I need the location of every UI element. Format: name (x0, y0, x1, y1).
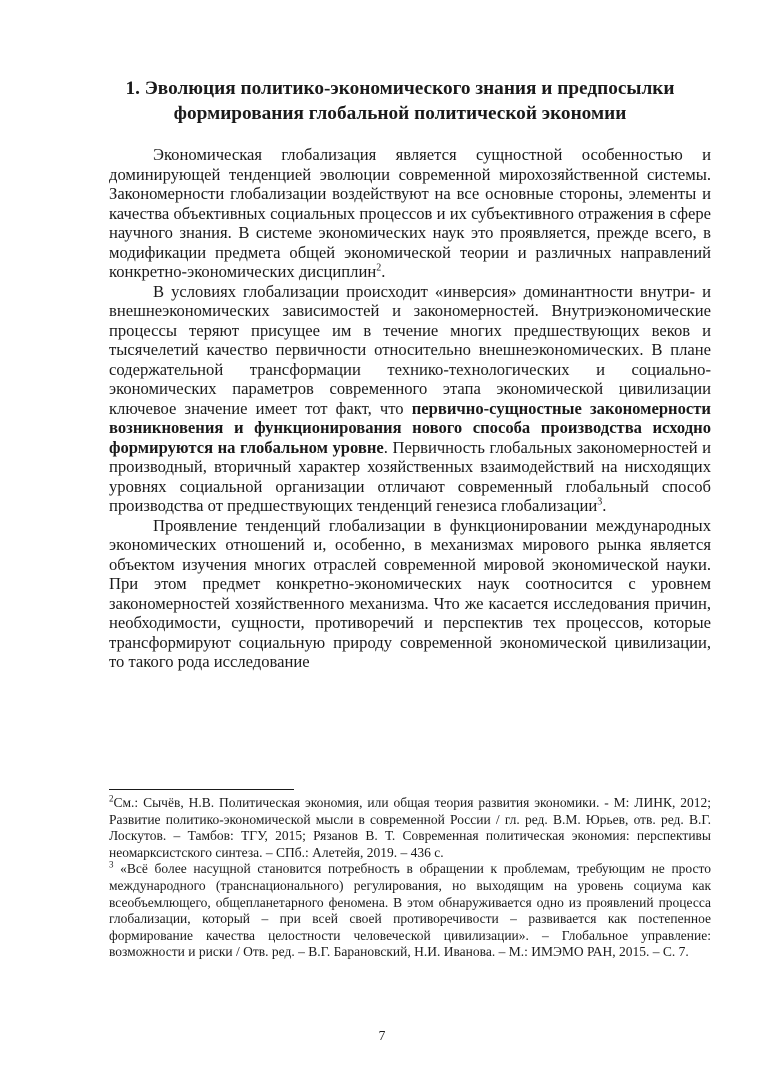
paragraph-1 (109, 145, 711, 282)
page-title-line-2: формирования глобальной политической экономии (173, 103, 627, 124)
footnote-2 (109, 795, 711, 861)
footnote-3 (109, 861, 711, 961)
paragraph-1-end: . (381, 262, 386, 281)
paragraph-2-period: . (602, 496, 607, 515)
footnote-3-label: 3 (109, 859, 114, 870)
footnote-2-label: 2 (109, 793, 114, 804)
footnote-3-text: «Всё более насущной становится потребность в обращении к проблемам, требующим не просто международного (транснационального) регулирования, но выходящим на уровень социума как всеобъемлющего, общепланетарного феномена. В этом обнаруживается одно из проявлений процесса глобализации, который – при всей своей противоречивости – развивается как постепенное формирование качества целостности человеческой цивилизации». – Глобальное управление: возможности и риски / Отв. ред. – В.Г. Барановский, Н.И. Иванова. – М.: ИМЭМО РАН, 2015. – С. 7. (109, 861, 711, 960)
footnote-2-text: См.: Сычёв, Н.В. Политическая экономия, или общая теория развития экономики. - М: ЛИНК, 2012; Развитие политико-экономической мысли в современной России / гл. ред. В.М. Юрьев, отв. ред. В.Г. Лоскутов. – Тамбов: ТГУ, 2015; Рязанов В. Т. Современная политическая экономия: перспективы неомарксистского синтеза. – СПб.: Алетейя, 2019. – 436 с. (109, 795, 711, 860)
footnote-ref-3: 3 (597, 496, 603, 508)
footnotes (109, 795, 711, 961)
main-text (109, 145, 711, 672)
page-title-line-1: 1. Эволюция политико-экономического знания и предпосылки (125, 78, 675, 99)
footnote-ref-2: 2 (376, 262, 382, 274)
paragraph-3-text: Проявление тенденций глобализации в функционировании международных экономических отношений и, особенно, в механизмах мирового рынка является объектом изучения многих отраслей современной мировой экономической науки. При этом предмет конкретно-экономических наук соотносится с уровнем закономерностей хозяйственного механизма. Что же касается исследования причин, необходимости, сущности, противоречий и перспектив тех процессов, которые трансформируют социальную природу современной экономической цивилизации, то такого рода исследование (109, 515, 711, 671)
paragraph-2-text-end: . Первичность глобальных закономерностей и производный, вторичный характер хозяйственных взаимодействий на нисходящих уровнях социальной организации отличают современный глобальный способ производства от предшествующих тенденций генезиса глобализации (109, 437, 711, 515)
paragraph-2 (109, 282, 711, 516)
paragraph-3 (109, 516, 711, 672)
paragraph-2-emphasis: первично-сущностные закономерности возникновения и функционирования нового способа производства исходно формируются на глобальном уровне (109, 398, 711, 457)
paragraph-1-text: Экономическая глобализация является сущностной особенностью и доминирующей тенденцией эволюции современной мирохозяйственной системы. Закономерности глобализации воздействуют на все основные стороны, элементы и качества объективных социальных процессов и их субъективного отражения в сфере научного знания. В системе экономических наук это проявляется, прежде всего, в модификации предмета общей экономической теории и различных направлений конкретно-экономических дисциплин (109, 145, 711, 281)
paragraph-2-text-start: В условиях глобализации происходит «инверсия» доминантности внутри- и внешнеэкономических зависимостей и закономерностей. Внутриэкономические процессы теряют присущее им в течение многих предшествующих веков и тысячелетий качество первичности относительно внешнеэкономических. В плане содержательной трансформации технико-технологических и социально-экономических параметров современного этапа экономической цивилизации ключевое значение имеет тот факт, что (109, 281, 711, 418)
footnote-divider (109, 789, 294, 790)
page-title (80, 76, 720, 126)
page-number: 7 (378, 1028, 386, 1043)
